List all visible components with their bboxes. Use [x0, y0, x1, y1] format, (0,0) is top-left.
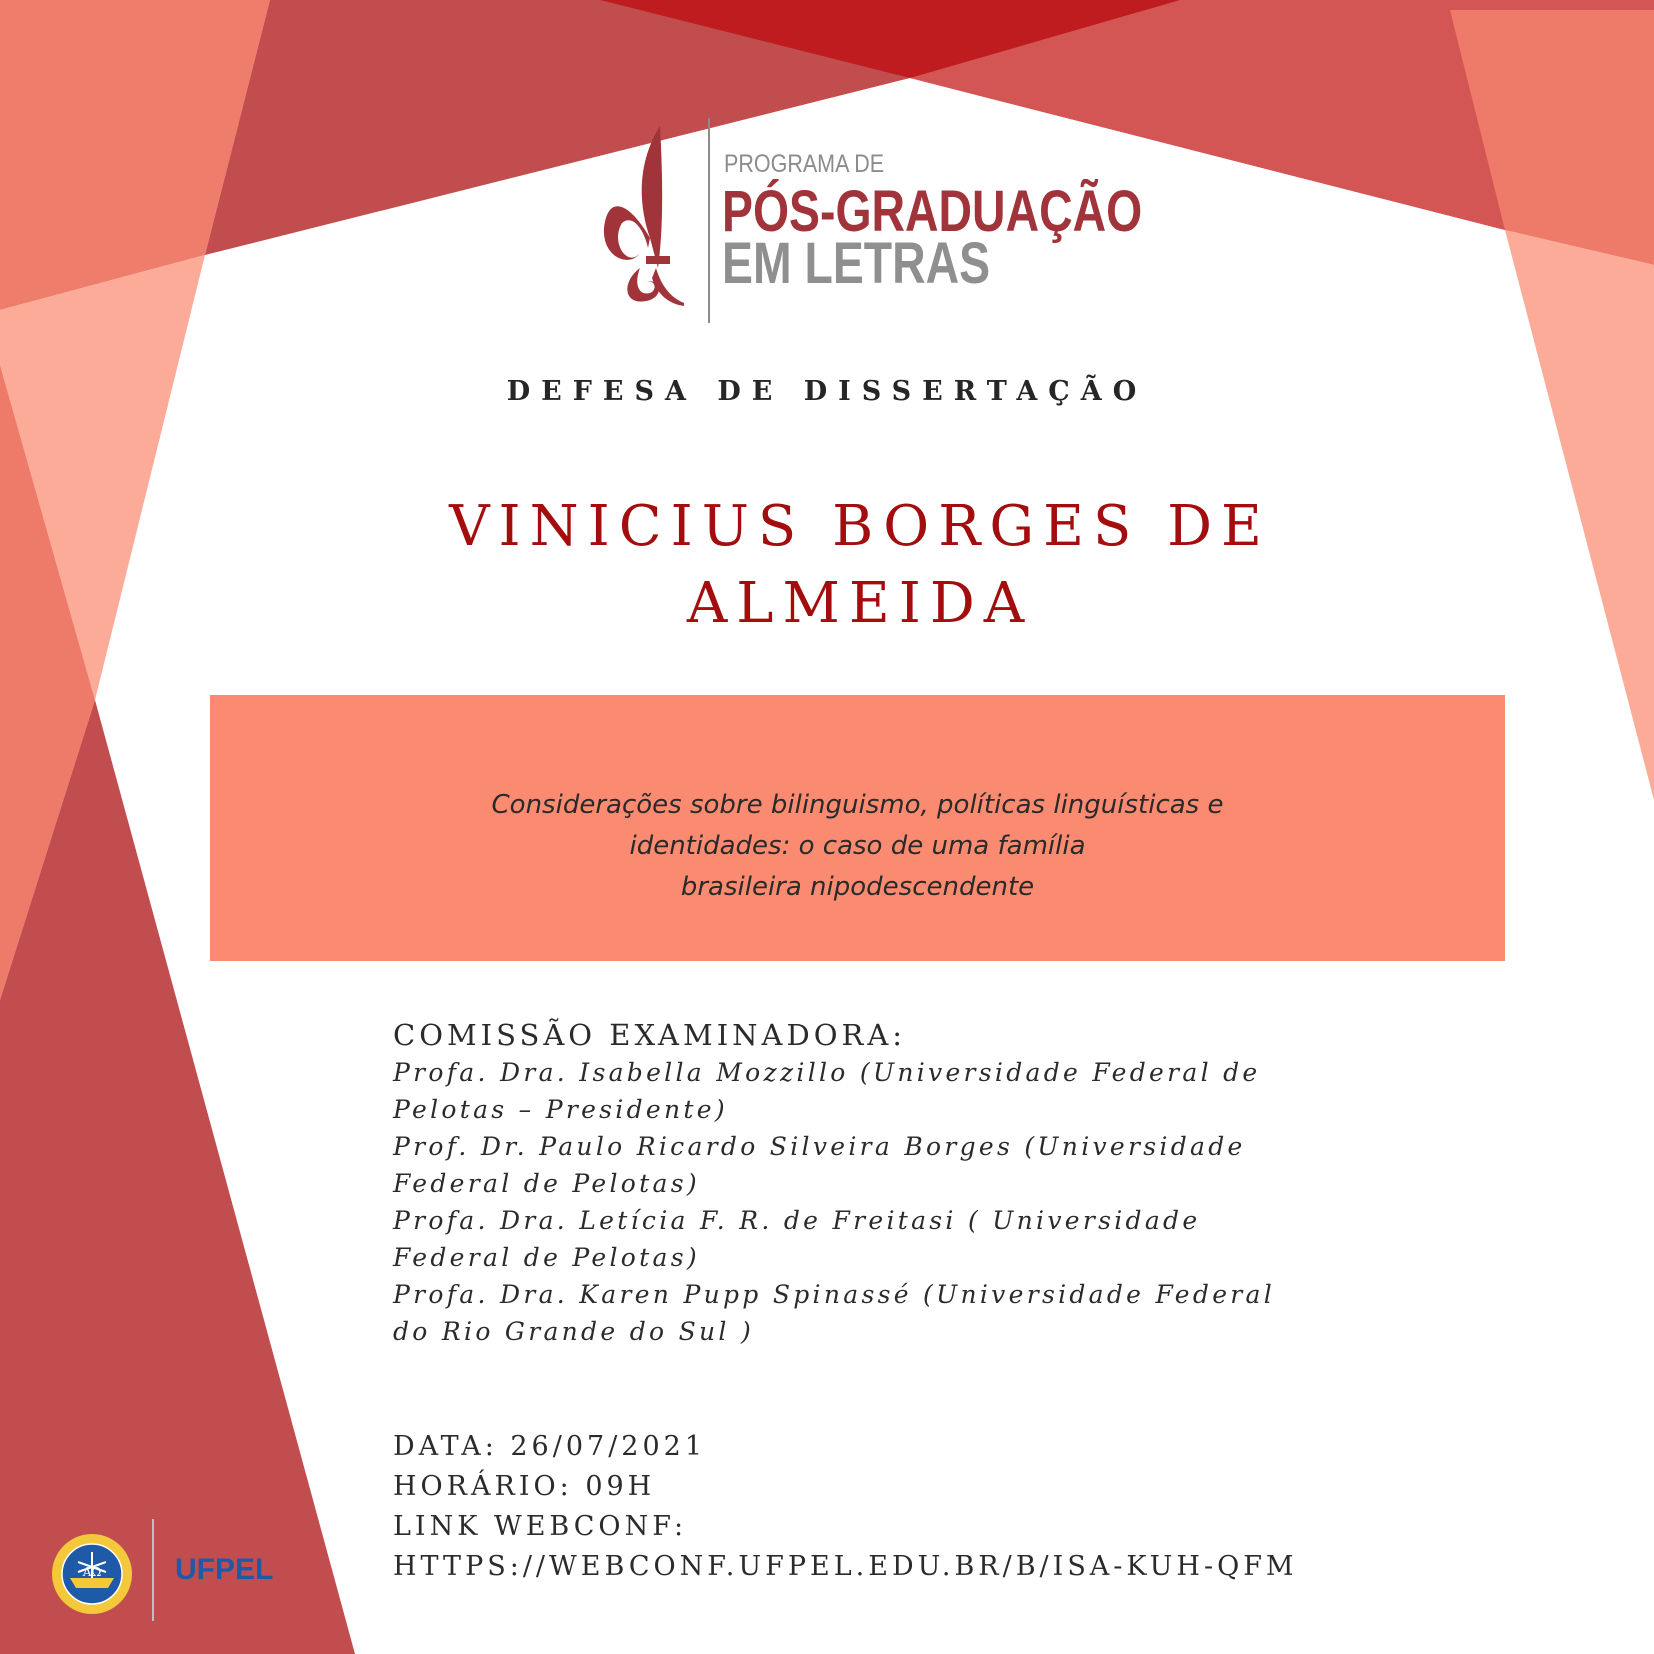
- thesis-title-line-2: identidades: o caso de uma família: [629, 831, 1086, 861]
- committee-line: Profa. Dra. Isabella Mozzillo (Universidade Federal de: [393, 1058, 1261, 1087]
- event-date: DATA: 26/07/2021: [393, 1431, 706, 1462]
- committee-line: Profa. Dra. Letícia F. R. de Freitasi ( Universidade: [393, 1206, 1201, 1235]
- logo-line-1: PROGRAMA DE: [724, 150, 885, 178]
- thesis-title-box: [210, 695, 1505, 961]
- candidate-name-line-2: ALMEIDA: [686, 571, 1034, 636]
- committee-heading: COMISSÃO EXAMINADORA:: [393, 1018, 907, 1052]
- committee-line: Prof. Dr. Paulo Ricardo Silveira Borges (Universidade: [393, 1132, 1246, 1161]
- committee-line: do Rio Grande do Sul ): [393, 1317, 755, 1346]
- footer-divider: [152, 1519, 154, 1621]
- webconf-label: LINK WEBCONF:: [393, 1511, 688, 1542]
- examining-committee: [393, 1016, 1313, 1350]
- program-logo: [600, 118, 1143, 328]
- fleur-de-lis-icon: [600, 118, 710, 323]
- webconf-link[interactable]: HTTPS://WEBCONF.UFPEL.EDU.BR/B/ISA-KUH-QFM: [393, 1551, 1298, 1582]
- candidate-name: [380, 488, 1340, 642]
- ufpel-seal-icon: [50, 1532, 134, 1616]
- committee-line: Federal de Pelotas): [393, 1243, 700, 1272]
- thesis-title: [210, 785, 1505, 908]
- logo-line-3: EM LETRAS: [722, 231, 991, 296]
- candidate-name-line-1: VINICIUS BORGES DE: [449, 494, 1271, 559]
- ufpel-logo-text: UFPEL: [175, 1553, 274, 1586]
- event-info: [393, 1427, 1393, 1587]
- event-time: HORÁRIO: 09H: [393, 1471, 656, 1502]
- thesis-title-line-1: Considerações sobre bilinguismo, políticas linguísticas e: [491, 790, 1224, 820]
- thesis-title-line-3: brasileira nipodescendente: [680, 872, 1035, 902]
- bg-shape-right-pink: [1505, 230, 1654, 800]
- committee-line: Pelotas – Presidente): [393, 1095, 728, 1124]
- committee-line: Federal de Pelotas): [393, 1169, 700, 1198]
- committee-line: Profa. Dra. Karen Pupp Spinassé (Universidade Federal: [393, 1280, 1276, 1309]
- logo-line-2: PÓS-GRADUAÇÃO: [722, 179, 1143, 244]
- event-type-heading: DEFESA DE DISSERTAÇÃO: [506, 376, 1148, 407]
- svg-text:AΩ: AΩ: [82, 1565, 102, 1579]
- bg-shape-top-left: [0, 0, 270, 310]
